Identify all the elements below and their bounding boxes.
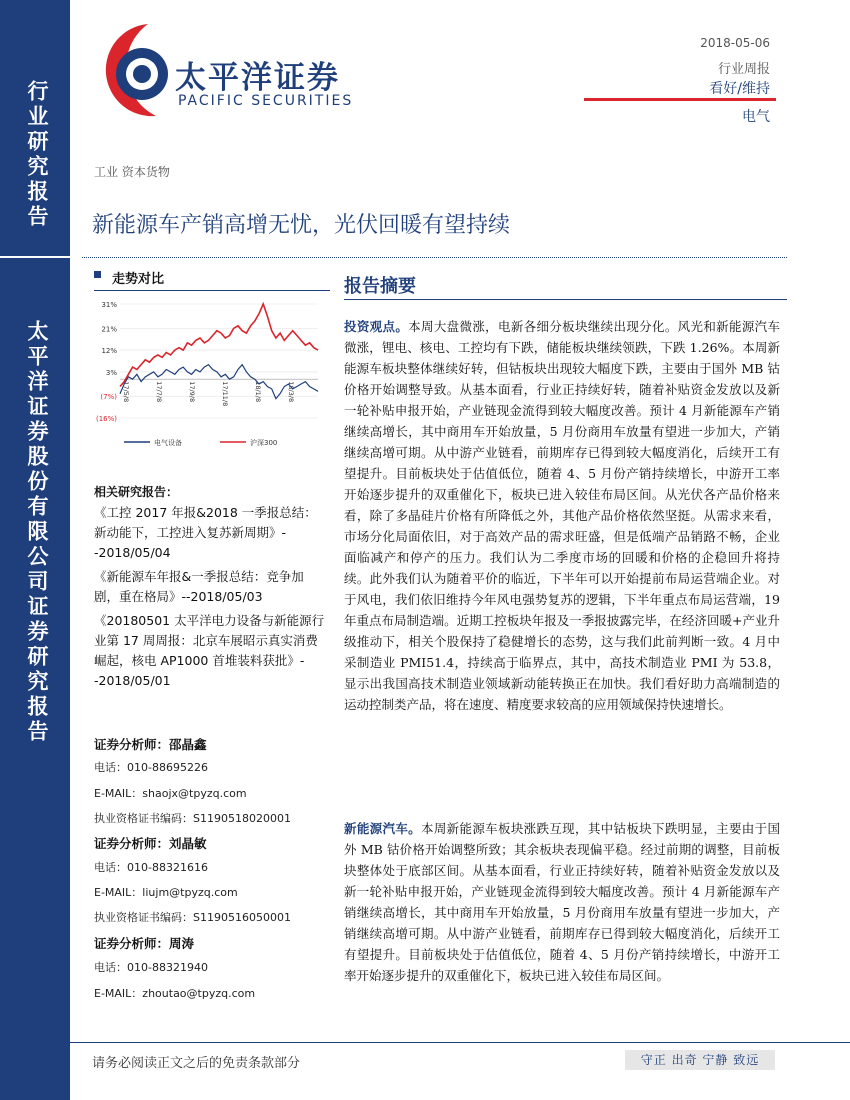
analyst-email[interactable]: E-MAIL：shaojx@tpyzq.com bbox=[94, 787, 247, 800]
side-label-industry-report: 行业研究报告 bbox=[25, 80, 50, 230]
side-label-company-report: 太平洋证券股份有限公司证券研究报告 bbox=[25, 320, 50, 745]
x-tick-label: 18/1/8 bbox=[254, 381, 262, 403]
company-logo-icon bbox=[86, 18, 174, 122]
logo-name-en: PACIFIC SECURITIES bbox=[178, 93, 354, 109]
trend-heading: 走势对比 bbox=[112, 272, 165, 287]
paragraph-lead: 投资观点。 bbox=[344, 319, 409, 334]
summary-divider bbox=[344, 299, 787, 300]
related-report-item[interactable]: 《新能源车年报&一季报总结：竞争加剧，重在格局》--2018/05/03 bbox=[94, 569, 304, 604]
title-divider bbox=[82, 257, 787, 258]
square-bullet-icon bbox=[94, 271, 101, 278]
analyst-cert: 执业资格证书编码：S1190516050001 bbox=[94, 911, 291, 924]
legend-label: 电气设备 bbox=[154, 439, 182, 447]
report-rating: 看好/维持 bbox=[709, 81, 770, 97]
page-title: 新能源车产销高增无忧，光伏回暖有望持续 bbox=[92, 213, 511, 238]
analyst-email[interactable]: E-MAIL：liujm@tpyzq.com bbox=[94, 886, 238, 899]
trend-divider bbox=[94, 290, 330, 291]
trend-chart bbox=[90, 296, 330, 456]
x-tick-label: 17/7/8 bbox=[155, 381, 163, 403]
report-type: 行业周报 bbox=[717, 62, 770, 77]
related-reports-heading: 相关研究报告： bbox=[94, 485, 179, 499]
summary-paragraph-nev bbox=[344, 818, 780, 986]
x-tick-label: 17/9/8 bbox=[188, 381, 196, 403]
paragraph-body: 本周新能源车板块涨跌互现，其中钴板块下跌明显，主要由于国外 MB 钴价格开始调整所致；其余板块表现偏平稳。经过前期的调整，目前板块整体处于底部区间。从基本面看，行业正持续好转，随着补贴资金发放以及新一轮补贴申报开始，产业链现金流得到较大幅度改善。预计 4 月新能源车产销继续高增长，其中商用车开始放量，5 月份商用车放量有望进一步加大，产销继续高增可期。从中游产业链看，前期库存已得到较大幅度消化，后续开工有望提升。目前板块处于估值低位，随着 4、5 月份产销持续增长，中游开工率开始逐步提升的双重催化下，板块已进入较佳布局区间。 bbox=[344, 821, 780, 983]
analyst-email[interactable]: E-MAIL：zhoutao@tpyzq.com bbox=[94, 987, 256, 1000]
side-bar-top bbox=[0, 0, 70, 256]
y-tick-label: 3% bbox=[105, 368, 117, 377]
footer-disclaimer: 请务必阅读正文之后的免责条款部分 bbox=[92, 1056, 301, 1071]
report-category: 工业 资本货物 bbox=[94, 165, 170, 179]
related-report-item[interactable]: 《工控 2017 年报&2018 一季报总结：新动能下，工控进入复苏新周期》--2018/05/04 bbox=[94, 505, 317, 560]
paragraph-body: 本周大盘微涨，电新各细分板块继续出现分化。风光和新能源汽车微涨，锂电、核电、工控均有下跌，储能板块继续领跌，下跌 1.26%。本周新能源车板块整体继续好转，但钴板块出现较大幅度下跌，主要由于国外 MB 钴价格开始调整导致。从基本面看，行业正持续好转，随着补贴资金发放以及新一轮补贴申报开始，产业链现金流得到较大幅度改善。预计 4 月新能源车产销继续高增长，其中商用车开始放量，5 月份商用车放量有望进一步加大，产销继续高增可期。从中游产业链看，前期库存已得到较大幅度消化，后续开工有望提升。目前板块处于估值低位，随着 4、5 月份产销持续增长，中游开工率开始逐步提升的双重催化下，板块已进入较佳布局区间。从光伏各产品价格来看，除了多晶硅片价格有所降低之外，其他产品价格依然坚挺。从需求来看，市场分化局面依旧，对于高效产品的需求旺盛，但是低端产品销路不畅，企业面临减产和停产的压力。我们认为二季度市场的回暖和价格的企稳回升将持续。此外我们认为随着平价的临近，下半年可以开始提前布局运营端企业。对于风电，我们依旧维持今年风电强势复苏的逻辑，下半年重点布局运营端，19 年重点布局制造端。近期工控板块年报及一季报披露完毕，在经济回暖+产业升级推动下，相关个股保持了稳健增长的态势，这与我们此前判断一致。4 月中采制造业 PMI51.4，持续高于临界点，其中，高技术制造业 PMI 为 53.8，显示出我国高技术制造业领域新动能转换正在加快。我们看好助力高端制造的运动控制类产品，将在速度、精度要求较高的应用领域保持快速增长。 bbox=[344, 319, 780, 712]
legend-label: 沪深300 bbox=[250, 439, 278, 447]
analyst-name: 证券分析师：邵晶鑫 bbox=[94, 737, 207, 752]
analyst-cert: 执业资格证书编码：S1190518020001 bbox=[94, 812, 291, 825]
related-report-item[interactable]: 《20180501 太平洋电力设备与新能源行业第 17 周周报：北京车展昭示真实消费崛起，核电 AP1000 首堆装料获批》--2018/05/01 bbox=[94, 613, 325, 688]
footer-divider bbox=[70, 1042, 850, 1043]
summary-paragraph-investment bbox=[344, 316, 780, 715]
analyst-name: 证券分析师：周涛 bbox=[94, 936, 195, 951]
side-bar-bottom bbox=[0, 258, 70, 1100]
y-tick-label: 21% bbox=[101, 325, 117, 334]
report-sector: 电气 bbox=[742, 109, 770, 125]
header-divider bbox=[584, 98, 776, 101]
y-tick-label: 12% bbox=[101, 347, 117, 356]
logo-name-cn: 太平洋证券 bbox=[175, 60, 340, 96]
x-tick-label: 17/11/8 bbox=[221, 381, 229, 407]
footer-motto: 守正 出奇 宁静 致远 bbox=[625, 1050, 775, 1070]
analyst-phone: 电话：010-88695226 bbox=[94, 761, 208, 774]
analyst-name: 证券分析师：刘晶敏 bbox=[94, 836, 207, 851]
y-tick-label: (7%) bbox=[100, 393, 117, 402]
paragraph-lead: 新能源汽车。 bbox=[344, 821, 421, 836]
summary-heading: 报告摘要 bbox=[344, 276, 416, 297]
x-tick-label: 17/5/8 bbox=[122, 381, 130, 403]
analyst-phone: 电话：010-88321616 bbox=[94, 861, 208, 874]
y-tick-label: (16%) bbox=[95, 415, 117, 423]
y-tick-label: 31% bbox=[101, 301, 117, 309]
x-tick-label: 18/3/8 bbox=[287, 381, 295, 403]
report-date: 2018-05-06 bbox=[700, 36, 770, 50]
analyst-phone: 电话：010-88321940 bbox=[94, 961, 208, 974]
